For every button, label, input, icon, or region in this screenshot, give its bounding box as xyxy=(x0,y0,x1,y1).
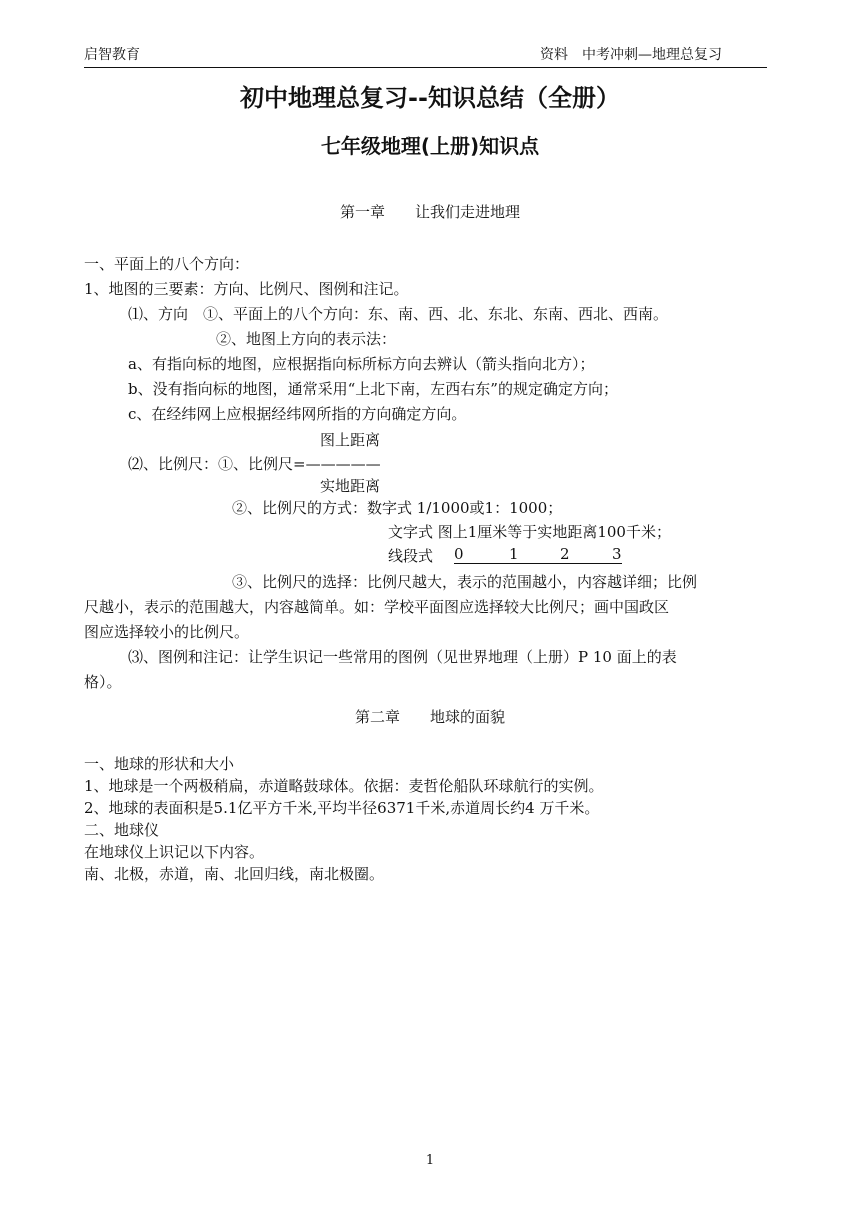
paragraph-line: 南、北极，赤道，南、北回归线，南北极圈。 xyxy=(84,865,385,883)
paragraph-line: c、在经纬网上应根据经纬网所指的方向确定方向。 xyxy=(128,405,467,423)
section-heading: 二、地球仪 xyxy=(84,821,160,839)
section-heading: 一、地球的形状和大小 xyxy=(84,755,235,773)
header-org: 启智教育 xyxy=(84,47,140,63)
header-title: 中考冲刺—地理总复习 xyxy=(582,47,722,63)
paragraph-line: 尺越小，表示的范围越大，内容越简单。如：学校平面图应选择较大比例尺；画中国政区 xyxy=(84,598,670,616)
scale-formula: ⑵、比例尺：①、比例尺=————— xyxy=(128,455,381,473)
paragraph-line: 图应选择较小的比例尺。 xyxy=(84,623,250,641)
page-number: 1 xyxy=(425,1153,435,1168)
scale-tick-label: 1 xyxy=(509,545,519,563)
scale-numerator: 图上距离 xyxy=(320,431,381,449)
scale-tick-label: 0 xyxy=(454,545,464,563)
paragraph-line: a、有指向标的地图，应根据指向标所标方向去辨认（箭头指向北方）； xyxy=(128,355,595,373)
header-divider xyxy=(84,67,767,68)
scale-tick-label: 2 xyxy=(560,545,570,563)
paragraph-line: 2、地球的表面积是5.1亿平方千米,平均半径6371千米,赤道周长约4 万千米。 xyxy=(84,799,600,817)
section-heading: 一、平面上的八个方向： xyxy=(84,255,250,273)
line-scale-bar xyxy=(454,545,622,564)
paragraph-line: 1、地图的三要素：方向、比例尺、图例和注记。 xyxy=(84,280,409,298)
paragraph-line: 格）。 xyxy=(84,673,122,691)
paragraph-line: ③、比例尺的选择：比例尺越大，表示的范围越小，内容越详细；比例 xyxy=(232,573,698,591)
scale-denominator: 实地距离 xyxy=(320,477,381,495)
header-right xyxy=(540,46,722,64)
paragraph-line: 1、地球是一个两极稍扁，赤道略鼓球体。依据：麦哲伦船队环球航行的实例。 xyxy=(84,777,604,795)
chapter-2-heading: 第二章 地球的面貌 xyxy=(354,708,505,726)
document-subtitle: 七年级地理(上册)知识点 xyxy=(320,134,540,158)
paragraph-line: b、没有指向标的地图，通常采用“上北下南，左西右东”的规定确定方向； xyxy=(128,380,618,398)
paragraph-line: 线段式 xyxy=(388,547,434,565)
paragraph-line: 在地球仪上识记以下内容。 xyxy=(84,843,265,861)
paragraph-line: ②、比例尺的方式：数字式 1/1000或1：1000； xyxy=(232,499,563,517)
scale-tick-label: 3 xyxy=(612,545,622,563)
paragraph-line: ⑴、方向 ①、平面上的八个方向：东、南、西、北、东北、东南、西北、西南。 xyxy=(128,305,669,323)
paragraph-line: ⑶、图例和注记：让学生识记一些常用的图例（见世界地理（上册）P 10 面上的表 xyxy=(128,648,677,666)
header-label: 资料 xyxy=(540,47,568,63)
paragraph-line: 文字式 图上1厘米等于实地距离100千米； xyxy=(388,523,671,541)
paragraph-line: ②、地图上方向的表示法： xyxy=(216,330,397,348)
document-title: 初中地理总复习--知识总结（全册） xyxy=(240,84,620,112)
chapter-1-heading: 第一章 让我们走进地理 xyxy=(339,203,520,221)
